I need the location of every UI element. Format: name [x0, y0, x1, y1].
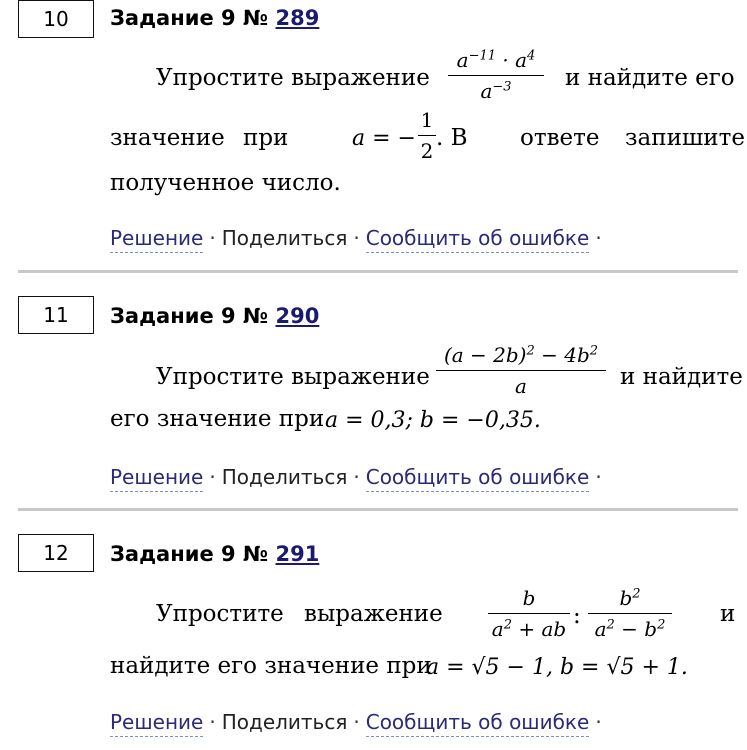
- task-text: и найдите: [620, 364, 743, 390]
- task-id-link[interactable]: 289: [275, 6, 320, 30]
- divider: [18, 508, 738, 511]
- task-text: ответе: [520, 125, 600, 151]
- fraction-second: [588, 586, 672, 641]
- task-title: [110, 542, 319, 566]
- fraction-bar: [588, 613, 672, 614]
- fraction-numerator: 1: [420, 108, 434, 132]
- report-error-link[interactable]: Сообщить об ошибке: [366, 465, 590, 492]
- task-title: [110, 304, 319, 328]
- colon-operator: :: [573, 603, 581, 629]
- share-link[interactable]: Поделиться: [221, 710, 348, 734]
- report-error-link[interactable]: Сообщить об ошибке: [366, 710, 590, 737]
- task-text: его значение при: [110, 406, 325, 432]
- task-text: Упростите выражение: [156, 65, 430, 91]
- fraction-bar: [448, 75, 544, 76]
- task-number-box: 10: [18, 0, 94, 38]
- divider: [18, 270, 738, 273]
- solution-link[interactable]: Решение: [110, 465, 203, 492]
- fraction-denominator: $a^2 - b^2$: [594, 617, 666, 642]
- task-text: запишите: [625, 125, 745, 151]
- separator-dot: ·: [595, 710, 602, 734]
- task-text: Упростите выражение: [156, 364, 430, 390]
- solution-link[interactable]: Решение: [110, 226, 203, 253]
- fraction-half: [418, 108, 436, 163]
- share-link[interactable]: Поделиться: [221, 226, 348, 250]
- task-text: выражение: [304, 601, 443, 627]
- task-text: значение: [110, 125, 225, 151]
- separator-dot: ·: [353, 226, 360, 250]
- task-id-link[interactable]: 291: [275, 542, 320, 566]
- task-text: . В: [436, 125, 468, 151]
- task-id-link[interactable]: 290: [275, 304, 320, 328]
- math-expression: a = √5 − 1, b = √5 + 1.: [426, 655, 688, 680]
- fraction-first: [488, 586, 570, 641]
- separator-dot: ·: [209, 710, 216, 734]
- task-title-prefix: Задание 9 №: [110, 6, 276, 30]
- fraction-numerator: $a^{-11} \cdot a^4$: [456, 48, 536, 72]
- task-links: [110, 465, 608, 489]
- task-links: [110, 226, 608, 250]
- fraction-denominator: $a^2$ + ab: [491, 617, 567, 642]
- fraction-expression: [448, 48, 544, 103]
- separator-dot: ·: [209, 226, 216, 250]
- separator-dot: ·: [353, 465, 360, 489]
- separator-dot: ·: [353, 710, 360, 734]
- fraction-bar: [488, 613, 570, 614]
- task-number-box: 11: [18, 296, 94, 334]
- math-expression: a = −: [352, 126, 416, 151]
- task-text: и найдите его: [565, 65, 735, 91]
- report-error-link[interactable]: Сообщить об ошибке: [366, 226, 590, 253]
- fraction-denominator: a: [515, 374, 527, 399]
- task-text: Упростите: [156, 601, 284, 627]
- fraction-denominator: $a^{-3}$: [480, 79, 512, 104]
- task-number-box: 12: [18, 534, 94, 572]
- math-expression: a = 0,3; b = −0,35.: [325, 408, 541, 433]
- task-text: найдите его значение при: [110, 653, 432, 679]
- fraction-numerator: b: [522, 586, 536, 610]
- separator-dot: ·: [595, 465, 602, 489]
- fraction-expression: [436, 343, 606, 398]
- task-text: при: [243, 125, 289, 151]
- fraction-bar: [436, 370, 606, 371]
- share-link[interactable]: Поделиться: [221, 465, 348, 489]
- task-title: [110, 6, 319, 30]
- fraction-denominator: 2: [420, 139, 434, 164]
- separator-dot: ·: [209, 465, 216, 489]
- fraction-numerator: $(a - 2b)^2 - 4b^2$: [443, 343, 599, 367]
- task-title-prefix: Задание 9 №: [110, 304, 276, 328]
- task-text: полученное число.: [110, 170, 341, 196]
- task-text: и: [720, 601, 736, 627]
- task-links: [110, 710, 608, 734]
- fraction-bar: [418, 135, 436, 136]
- task-title-prefix: Задание 9 №: [110, 542, 276, 566]
- fraction-numerator: $b^2$: [619, 586, 641, 610]
- solution-link[interactable]: Решение: [110, 710, 203, 737]
- separator-dot: ·: [595, 226, 602, 250]
